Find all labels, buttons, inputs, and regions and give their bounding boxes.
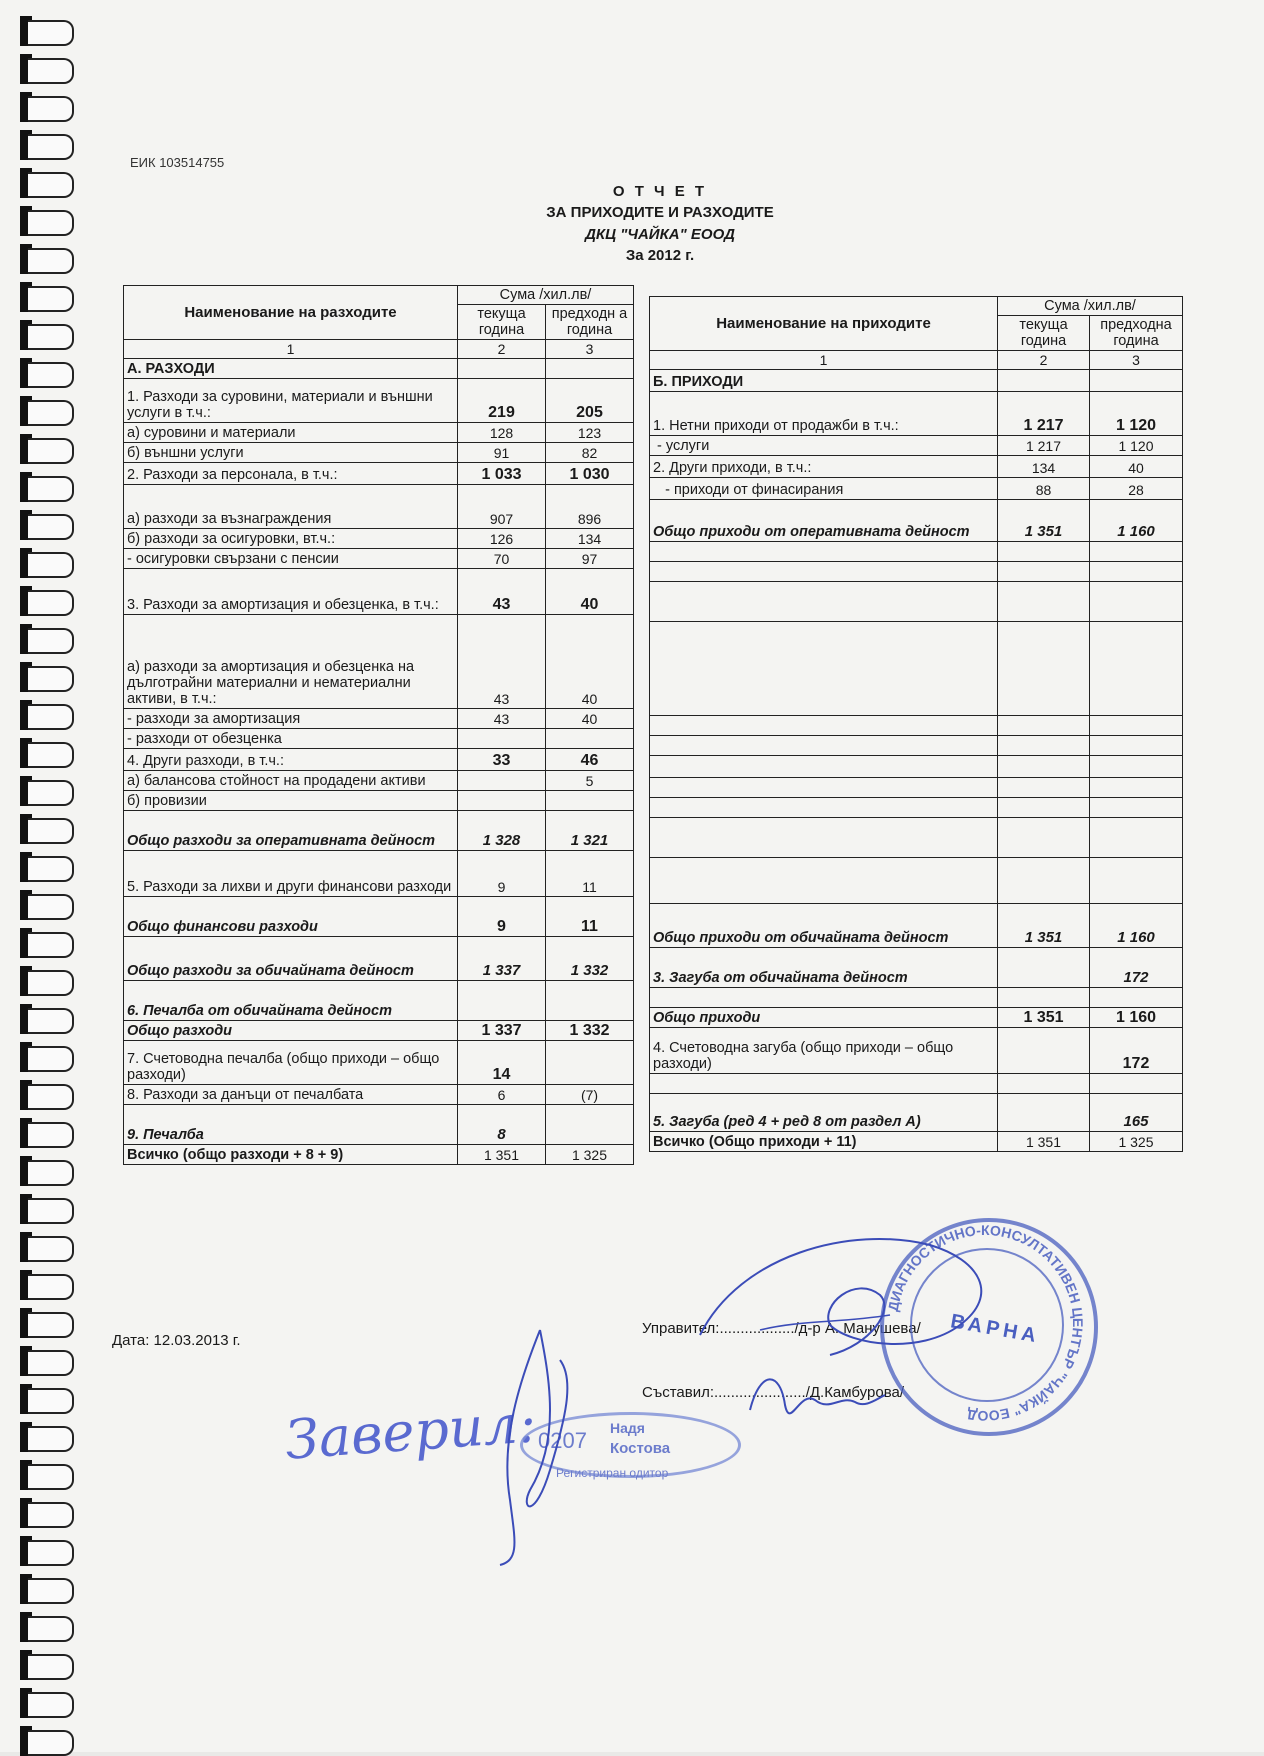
empty-cell [650, 622, 998, 716]
income-previous-value: 1 160 [1090, 904, 1183, 948]
manager-signature-line: Управител:................../д-р А. Манушева/ [642, 1320, 921, 1337]
binding-ring [28, 932, 74, 958]
empty-cell [650, 798, 998, 818]
stamp-city: ВАРНА [948, 1310, 1042, 1348]
income-previous-value: 1 160 [1090, 500, 1183, 542]
expenses-label: б) разходи за осигуровки, вт.ч.: [124, 529, 458, 549]
empty-cell [1090, 798, 1183, 818]
expenses-current-value: 126 [458, 529, 546, 549]
compiler-signature [740, 1360, 890, 1440]
income-current-value [998, 1028, 1090, 1074]
expenses-previous-value: 97 [546, 549, 634, 569]
expenses-row [124, 981, 634, 1021]
expenses-row [124, 1105, 634, 1145]
expenses-label: 2. Разходи за персонала, в т.ч.: [124, 463, 458, 485]
binding-ring [28, 1730, 74, 1756]
expenses-current-value [458, 771, 546, 791]
empty-cell [998, 778, 1090, 798]
report-period: За 2012 г. [625, 247, 695, 264]
binding-ring [28, 1046, 74, 1072]
empty-cell [1090, 542, 1183, 562]
binding-ring [28, 134, 74, 160]
expenses-row [124, 569, 634, 615]
expenses-label: а) разходи за амортизация и обезценка на дълготрайни материални и нематериални активи, в т.ч.: [124, 615, 458, 709]
empty-cell [1090, 1074, 1183, 1094]
expenses-label: Общо разходи [124, 1021, 458, 1041]
income-empty-row [650, 988, 1183, 1008]
income-previous-value: 1 160 [1090, 1008, 1183, 1028]
compiler-signature-line: Съставил:....................../Д.Камбурова/ [642, 1384, 905, 1401]
binding-ring [28, 286, 74, 312]
binding-ring [28, 818, 74, 844]
income-previous-value: 1 325 [1090, 1132, 1183, 1152]
expenses-previous-value [546, 1105, 634, 1145]
binding-ring [28, 742, 74, 768]
expenses-current-value: 33 [458, 749, 546, 771]
empty-cell [1090, 716, 1183, 736]
income-current-value: 1 351 [998, 904, 1090, 948]
binding-ring [28, 514, 74, 540]
income-previous-value [1090, 370, 1183, 392]
report-title: О Т Ч Е Т [612, 183, 708, 200]
income-label: 3. Загуба от обичайната дейност [650, 948, 998, 988]
binding-ring [28, 970, 74, 996]
empty-cell [650, 542, 998, 562]
expenses-row [124, 463, 634, 485]
expenses-row [124, 379, 634, 423]
expenses-table [123, 285, 634, 1165]
expenses-label: Общо финансови разходи [124, 897, 458, 937]
income-col-current: текуща година [998, 316, 1090, 351]
expenses-current-value: 9 [458, 851, 546, 897]
income-row [650, 392, 1183, 436]
empty-cell [998, 716, 1090, 736]
binding-ring [28, 590, 74, 616]
income-label: Всичко (Общо приходи + 11) [650, 1132, 998, 1152]
report-date: Дата: 12.03.2013 г. [112, 1332, 241, 1349]
income-current-value [998, 948, 1090, 988]
expenses-current-value [458, 981, 546, 1021]
income-current-value: 134 [998, 456, 1090, 478]
empty-cell [998, 622, 1090, 716]
income-table [649, 296, 1183, 1152]
binding-ring [28, 856, 74, 882]
expenses-current-value: 1 337 [458, 937, 546, 981]
expenses-current-value: 43 [458, 709, 546, 729]
empty-cell [1090, 562, 1183, 582]
empty-cell [650, 988, 998, 1008]
income-previous-value: 1 120 [1090, 392, 1183, 436]
income-current-value: 1 217 [998, 392, 1090, 436]
expenses-previous-value: 11 [546, 897, 634, 937]
income-empty-row [650, 1074, 1183, 1094]
expenses-current-value: 1 351 [458, 1145, 546, 1165]
expenses-row [124, 1085, 634, 1105]
binding-ring [28, 666, 74, 692]
expenses-previous-value: 1 325 [546, 1145, 634, 1165]
income-empty-row [650, 858, 1183, 904]
eik-number: ЕИК 103514755 [130, 155, 225, 170]
income-label: 2. Други приходи, в т.ч.: [650, 456, 998, 478]
binding-ring [28, 780, 74, 806]
binding-ring [28, 1236, 74, 1262]
expenses-previous-value: 5 [546, 771, 634, 791]
expenses-row [124, 529, 634, 549]
binding-ring [28, 172, 74, 198]
expenses-row [124, 359, 634, 379]
report-subtitle: ЗА ПРИХОДИТЕ И РАЗХОДИТЕ [546, 204, 774, 221]
expenses-label: 6. Печалба от обичайната дейност [124, 981, 458, 1021]
expenses-current-value: 6 [458, 1085, 546, 1105]
binding-ring [28, 1692, 74, 1718]
expenses-row [124, 1021, 634, 1041]
expenses-current-value: 1 337 [458, 1021, 546, 1041]
empty-cell [998, 582, 1090, 622]
expenses-previous-value: (7) [546, 1085, 634, 1105]
empty-cell [998, 1074, 1090, 1094]
empty-cell [998, 562, 1090, 582]
empty-cell [650, 1074, 998, 1094]
empty-cell [650, 716, 998, 736]
expenses-sum-header: Сума /хил.лв/ [458, 286, 634, 305]
binding-ring [28, 20, 74, 46]
expenses-label: 1. Разходи за суровини, материали и външни услуги в т.ч.: [124, 379, 458, 423]
income-row [650, 1008, 1183, 1028]
empty-cell [1090, 736, 1183, 756]
empty-cell [998, 858, 1090, 904]
income-current-value: 1 217 [998, 436, 1090, 456]
company-name: ДКЦ "ЧАЙКА" ЕООД [585, 226, 735, 243]
expenses-previous-value: 1 332 [546, 1021, 634, 1041]
expenses-label: 9. Печалба [124, 1105, 458, 1145]
income-current-value: 1 351 [998, 1132, 1090, 1152]
expenses-row [124, 1041, 634, 1085]
expenses-label: - разходи за амортизация [124, 709, 458, 729]
income-sum-header: Сума /хил.лв/ [998, 297, 1183, 316]
income-row [650, 478, 1183, 500]
expenses-previous-value: 1 321 [546, 811, 634, 851]
empty-cell [650, 778, 998, 798]
expenses-previous-value [546, 981, 634, 1021]
expenses-row [124, 811, 634, 851]
expenses-current-value: 14 [458, 1041, 546, 1085]
expenses-row [124, 897, 634, 937]
income-empty-row [650, 562, 1183, 582]
expenses-label: - осигуровки свързани с пенсии [124, 549, 458, 569]
income-previous-value: 165 [1090, 1094, 1183, 1132]
binding-ring [28, 1654, 74, 1680]
expenses-row [124, 709, 634, 729]
binding-ring [28, 476, 74, 502]
empty-cell [1090, 756, 1183, 778]
income-row [650, 456, 1183, 478]
income-col-prev: предходна година [1090, 316, 1183, 351]
expenses-label: б) провизии [124, 791, 458, 811]
empty-cell [998, 818, 1090, 858]
auditor-title: Регистриран одитор [556, 1466, 669, 1480]
empty-cell [650, 562, 998, 582]
binding-ring [28, 704, 74, 730]
expenses-row [124, 749, 634, 771]
expenses-previous-value [546, 1041, 634, 1085]
expenses-row [124, 937, 634, 981]
expenses-label: б) външни услуги [124, 443, 458, 463]
binding-ring [28, 362, 74, 388]
expenses-previous-value: 46 [546, 749, 634, 771]
binding-ring [28, 1008, 74, 1034]
binding-ring [28, 1084, 74, 1110]
income-empty-row [650, 622, 1183, 716]
expenses-row [124, 615, 634, 709]
expenses-current-value: 1 033 [458, 463, 546, 485]
expenses-current-value [458, 729, 546, 749]
expenses-label: а) разходи за възнаграждения [124, 485, 458, 529]
spiral-binding [0, 0, 88, 1752]
auditor-name-last: Костова [610, 1440, 671, 1457]
binding-ring [28, 552, 74, 578]
expenses-previous-value: 1 332 [546, 937, 634, 981]
expenses-current-value: 43 [458, 615, 546, 709]
income-label: - приходи от финасирания [650, 478, 998, 500]
income-previous-value: 1 120 [1090, 436, 1183, 456]
binding-ring [28, 1616, 74, 1642]
income-empty-row [650, 736, 1183, 756]
expenses-row [124, 485, 634, 529]
expenses-previous-value: 82 [546, 443, 634, 463]
binding-ring [28, 96, 74, 122]
income-empty-row [650, 798, 1183, 818]
income-previous-value: 40 [1090, 456, 1183, 478]
expenses-current-value: 1 328 [458, 811, 546, 851]
income-row [650, 500, 1183, 542]
expenses-row [124, 771, 634, 791]
empty-cell [1090, 858, 1183, 904]
income-label: - услуги [650, 436, 998, 456]
binding-ring [28, 1122, 74, 1148]
income-current-value [998, 1094, 1090, 1132]
col-index: 3 [1090, 351, 1183, 370]
income-header: Наименование на приходите [650, 297, 998, 351]
expenses-row [124, 443, 634, 463]
income-label: 5. Загуба (ред 4 + ред 8 от раздел А) [650, 1094, 998, 1132]
auditor-signature [480, 1320, 590, 1570]
expenses-current-value: 128 [458, 423, 546, 443]
expenses-previous-value: 1 030 [546, 463, 634, 485]
expenses-previous-value: 11 [546, 851, 634, 897]
income-row [650, 1028, 1183, 1074]
expenses-previous-value [546, 791, 634, 811]
col-index: 2 [458, 340, 546, 359]
col-index: 1 [124, 340, 458, 359]
empty-cell [1090, 778, 1183, 798]
binding-ring [28, 400, 74, 426]
income-label: Общо приходи от оперативната дейност [650, 500, 998, 542]
empty-cell [1090, 582, 1183, 622]
expenses-previous-value: 40 [546, 709, 634, 729]
empty-cell [650, 858, 998, 904]
expenses-row [124, 1145, 634, 1165]
expenses-label: 8. Разходи за данъци от печалбата [124, 1085, 458, 1105]
expenses-col-prev: предходн а година [546, 305, 634, 340]
expenses-col-current: текуща година [458, 305, 546, 340]
expenses-label: - разходи от обезценка [124, 729, 458, 749]
income-current-value: 1 351 [998, 1008, 1090, 1028]
binding-ring [28, 58, 74, 84]
income-row [650, 370, 1183, 392]
income-label: Б. ПРИХОДИ [650, 370, 998, 392]
expenses-label: А. РАЗХОДИ [124, 359, 458, 379]
expenses-label: а) суровини и материали [124, 423, 458, 443]
empty-cell [650, 818, 998, 858]
expenses-previous-value: 205 [546, 379, 634, 423]
income-row [650, 436, 1183, 456]
income-row [650, 1094, 1183, 1132]
expenses-previous-value: 896 [546, 485, 634, 529]
expenses-current-value: 70 [458, 549, 546, 569]
income-current-value [998, 370, 1090, 392]
income-label: 4. Счетоводна загуба (общо приходи – общо разходи) [650, 1028, 998, 1074]
income-current-value: 1 351 [998, 500, 1090, 542]
expenses-previous-value: 40 [546, 569, 634, 615]
expenses-row [124, 791, 634, 811]
expenses-row [124, 423, 634, 443]
expenses-label: 4. Други разходи, в т.ч.: [124, 749, 458, 771]
expenses-current-value: 43 [458, 569, 546, 615]
empty-cell [998, 798, 1090, 818]
income-empty-row [650, 818, 1183, 858]
income-current-value: 88 [998, 478, 1090, 500]
auditor-number: 0207 [538, 1428, 587, 1453]
empty-cell [1090, 818, 1183, 858]
income-label: 1. Нетни приходи от продажби в т.ч.: [650, 392, 998, 436]
expenses-previous-value: 134 [546, 529, 634, 549]
expenses-label: а) балансова стойност на продадени активи [124, 771, 458, 791]
binding-ring [28, 1464, 74, 1490]
expenses-previous-value: 40 [546, 615, 634, 709]
binding-ring [28, 1312, 74, 1338]
empty-cell [650, 582, 998, 622]
binding-ring [28, 894, 74, 920]
income-row [650, 948, 1183, 988]
svg-text:ДИАГНОСТИЧНО-КОНСУЛТАТИВЕН ЦЕН: ДИАГНОСТИЧНО-КОНСУЛТАТИВЕН ЦЕНТЪР "ЧАЙКА" ЕООД [884, 1221, 1087, 1425]
binding-ring [28, 438, 74, 464]
expenses-row [124, 729, 634, 749]
empty-cell [650, 736, 998, 756]
binding-ring [28, 1502, 74, 1528]
binding-ring [28, 1160, 74, 1186]
binding-ring [28, 1388, 74, 1414]
binding-ring [28, 1350, 74, 1376]
expenses-label: 3. Разходи за амортизация и обезценка, в т.ч.: [124, 569, 458, 615]
expenses-current-value [458, 359, 546, 379]
binding-ring [28, 1274, 74, 1300]
expenses-label: 7. Счетоводна печалба (общо приходи – общо разходи) [124, 1041, 458, 1085]
income-row [650, 1132, 1183, 1152]
empty-cell [998, 736, 1090, 756]
empty-cell [1090, 622, 1183, 716]
expenses-label: Общо разходи за оперативната дейност [124, 811, 458, 851]
binding-ring [28, 1426, 74, 1452]
binding-ring [28, 1578, 74, 1604]
empty-cell [998, 542, 1090, 562]
expenses-label: Общо разходи за обичайната дейност [124, 937, 458, 981]
expenses-previous-value: 123 [546, 423, 634, 443]
income-label: Общо приходи от обичайната дейност [650, 904, 998, 948]
empty-cell [650, 756, 998, 778]
expenses-current-value: 907 [458, 485, 546, 529]
income-empty-row [650, 716, 1183, 736]
expenses-header: Наименование на разходите [124, 286, 458, 340]
income-previous-value: 172 [1090, 1028, 1183, 1074]
binding-ring [28, 1540, 74, 1566]
expenses-current-value: 8 [458, 1105, 546, 1145]
binding-ring [28, 248, 74, 274]
col-index: 1 [650, 351, 998, 370]
income-empty-row [650, 778, 1183, 798]
income-empty-row [650, 582, 1183, 622]
empty-cell [998, 988, 1090, 1008]
auditor-name-first: Надя [610, 1420, 645, 1436]
expenses-row [124, 851, 634, 897]
income-empty-row [650, 542, 1183, 562]
empty-cell [1090, 988, 1183, 1008]
empty-cell [998, 756, 1090, 778]
income-row [650, 904, 1183, 948]
expenses-current-value: 91 [458, 443, 546, 463]
expenses-current-value: 9 [458, 897, 546, 937]
expenses-previous-value [546, 729, 634, 749]
expenses-label: 5. Разходи за лихви и други финансови разходи [124, 851, 458, 897]
binding-ring [28, 1198, 74, 1224]
income-label: Общо приходи [650, 1008, 998, 1028]
binding-ring [28, 628, 74, 654]
col-index: 2 [998, 351, 1090, 370]
income-empty-row [650, 756, 1183, 778]
income-previous-value: 172 [1090, 948, 1183, 988]
expenses-current-value: 219 [458, 379, 546, 423]
expenses-label: Всичко (общо разходи + 8 + 9) [124, 1145, 458, 1165]
binding-ring [28, 210, 74, 236]
handwritten-certified: Заверил: [283, 1391, 539, 1472]
expenses-current-value [458, 791, 546, 811]
expenses-row [124, 549, 634, 569]
col-index: 3 [546, 340, 634, 359]
income-previous-value: 28 [1090, 478, 1183, 500]
binding-ring [28, 324, 74, 350]
expenses-previous-value [546, 359, 634, 379]
manager-signature [680, 1215, 1020, 1375]
